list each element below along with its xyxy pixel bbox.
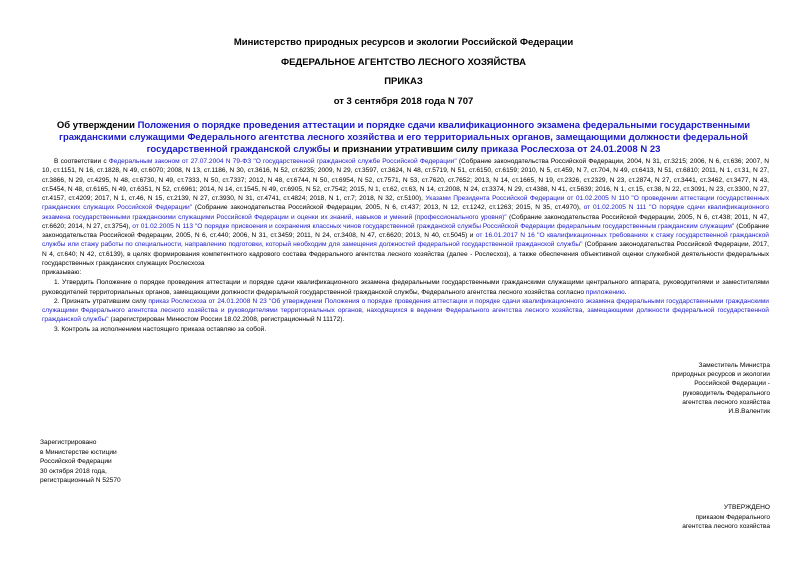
- order-word: приказываю:: [42, 269, 82, 276]
- title-text: и признании утратившим силу: [330, 144, 481, 155]
- item-3: 3. Контроль за исполнением настоящего приказа оставляю за собой.: [54, 325, 267, 333]
- title-text: Об утверждении: [56, 120, 138, 131]
- decree-16-link[interactable]: от 16.01.2017 N 16 "О квалификационных требованиях к стажу государственной гражданской службы или стажу работы по специальности, направлению подготовки, который необходим для замещения должностей федеральной государственной гражданской службы": [42, 232, 769, 249]
- decree-110-link[interactable]: Указами Президента Российской Федерации от 01.02.2005 N 110 "О проведении аттестации государственных гражданских служащих Российской Федерации": [42, 195, 769, 212]
- signature-line: Российской Федерации -: [694, 380, 770, 388]
- registration-number: регистрационный N 52570: [40, 477, 121, 484]
- registration-line: в Министерстве юстиции: [40, 448, 117, 456]
- document-date-number: от 3 сентября 2018 года N 707: [333, 96, 474, 107]
- item-2: [42, 297, 769, 325]
- text: (Собрание законодательства Российской Федерации, 2017, N 4, ст.640; N 42, ст.6139), в целях формирования компетентного кадрового состава Федерального агентства лесного хозяйства (далее - Рослесхоз), а также обеспечения объективной оценки служебной деятельности федеральных государственных гражданских служащих Рослесхоза: [42, 241, 769, 267]
- document-type: ПРИКАЗ: [384, 76, 423, 87]
- ministry-name: Министерство природных ресурсов и экологии Российской Федерации: [233, 37, 574, 48]
- item-1: [42, 278, 769, 297]
- approved-line: УТВЕРЖДЕНО: [723, 504, 770, 511]
- signature-block: [640, 361, 770, 416]
- order-23-link[interactable]: приказ Рослесхоза от 24.01.2008 N 23 "Об утверждении Положения о порядке проведения аттестации и порядке сдачи квалификационного экзамена федеральными государственными гражданскими служащими Федерального агентства лесного хозяйства и руководителями территориальных органов, находящихся в ведении Федерального агентства лесного хозяйства, замещающими должности федеральной государственной гражданской службы": [42, 297, 769, 324]
- registration-block: [40, 438, 240, 486]
- document-title: [40, 120, 767, 156]
- document-body: [42, 157, 769, 334]
- text: (Собрание законодательства Российской Федерации, 2005, N 6, ст.437; 2013, N 12, ст.1242, ст.1263; 2015, N 35, ст.4970),: [192, 204, 584, 212]
- approved-line: агентства лесного хозяйства: [682, 523, 770, 530]
- text: .: [624, 288, 627, 296]
- text: В соответствии с: [54, 158, 109, 165]
- approved-line: приказом Федерального: [695, 513, 770, 521]
- signature-line: Заместитель Министра: [698, 362, 770, 369]
- appendix-link[interactable]: приложению: [585, 288, 625, 296]
- federal-law-link[interactable]: Федеральным законом от 27.07.2004 N 79-ФЗ "О государственной гражданской службе Российской Федерации": [108, 158, 457, 165]
- agency-name: ФЕДЕРАЛЬНОЕ АГЕНТСТВО ЛЕСНОГО ХОЗЯЙСТВА: [280, 57, 526, 68]
- decree-113-link[interactable]: от 01.02.2005 N 113 "О порядке присвоения и сохранения классных чинов государственной гражданской службы Российской Федерации федеральным государственным гражданским служащим": [132, 222, 735, 230]
- title-order-link[interactable]: приказа Рослесхоза от 24.01.2008 N 23: [480, 144, 661, 155]
- approved-block: [640, 503, 770, 532]
- text: (Собрание законодательства Российской Федерации, 2005, N 6, ст.440; 2006, N 31, ст.3459; 2011, N 24, ст.3408, N 47, ст.6620; 2013, N 40, ст.5045) и: [42, 222, 770, 239]
- preamble-paragraph: [42, 157, 769, 268]
- text: (зарегистрирован Минюстом России 18.02.2008, регистрационный N 11172).: [108, 316, 345, 324]
- signature-line: агентства лесного хозяйства: [682, 398, 770, 406]
- text: 1. Утвердить Положение о порядке проведения аттестации и порядке сдачи квалификационного экзамена федеральными государственными гражданскими служащими центрального аппарата, руководителями и заместителями руководителей территориальных органов, замещающими должности федеральной государственной гражданской службы, Федерального агентства лесного хозяйства согласно: [42, 279, 769, 296]
- registration-line: Российской Федерации: [40, 458, 112, 465]
- signature-line: руководитель Федерального: [682, 389, 770, 397]
- decree-111-link[interactable]: от 01.02.2005 N 111 "О порядке сдачи квалификационного экзамена государственными гражданскими служащими Российской Федерации и оценки их знаний, навыков и умений (профессионального уровня)": [42, 204, 769, 221]
- registration-line: Зарегистрировано: [40, 439, 97, 446]
- text: 2. Признать утратившим силу: [54, 297, 149, 305]
- registration-date: 30 октября 2018 года,: [40, 467, 107, 475]
- title-regulation-link[interactable]: Положения о порядке проведения аттестации и порядке сдачи квалификационного экзамена федеральными государственными гражданскими служащими Федерального агентства лесного хозяйства и его территориальных органов, замещающими должности федеральной государственной гражданской службы: [59, 120, 751, 155]
- text: (Собрание законодательства Российской Федерации, 2004, N 31, ст.3215; 2006, N 6, ст.636; 2007, N 10, ст.1151, N 16, ст.1828, N 49, ст.6070; 2008, N 13, ст.1186, N 30, ст.3616, N 52, ст.6235; 2009, N 29, ст.3597, ст.3624, N 48, ст.5719, N 51, ст.6150, ст.6159; 2010, N 5, ст.459, N 7, ст.704, N 49, ст.6413, N 51, ст.6810; 2011, N 1, ст.31, N 27, ст.3866, N 29, ст.4295, N 48, ст.6730, N 49, ст.7333, N 50, ст.7337; 2012, N 48, ст.6744, N 50, ст.6954, N 52, ст.7571, N 53, ст.7620, ст.7652; 2013, N 14, ст.1665, N 19, ст.2326, ст.2329, N 23, ст.2874, N 27, ст.3441, ст.3462, ст.3477, N 43, ст.5454, N 48, ст.6165, N 49, ст.6351, N 52, ст.6961; 2014, N 14, ст.1545, N 49, ст.6905, N 52, ст.7542; 2015, N 1, ст.62, ст.63, N 14, ст.2008, N 24, ст.3374, N 29, ст.4388, N 41, ст.5639; 2016, N 1, ст.15, ст.38, N 22, ст.3091, N 23, ст.3300, N 27, ст.4157, ст.4209; 2017, N 1, ст.46, N 15, ст.2139, N 27, ст.3930, N 31, ст.4741, ст.4824; 2018, N 1, ст.7; 2018, N 32, ст.5100),: [42, 158, 770, 202]
- signatory-name: И.В.Валентик: [728, 408, 770, 416]
- signature-line: природных ресурсов и экологии: [671, 371, 770, 379]
- text: (Собрание законодательства Российской Федерации, 2005, N 6, ст.438; 2011, N 47, ст.6620; 2014, N 27, ст.3754),: [42, 213, 770, 230]
